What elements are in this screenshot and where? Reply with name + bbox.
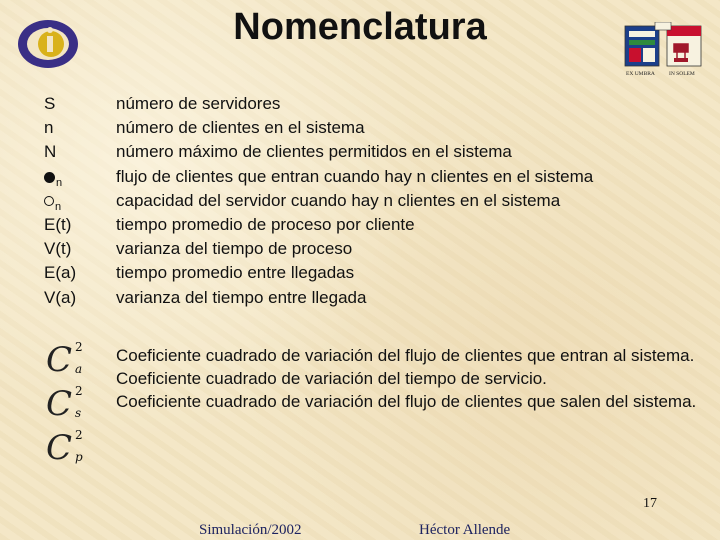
symbol-Et: E(t) <box>44 214 72 234</box>
definition-column <box>116 92 593 310</box>
symbol-S: S <box>44 94 56 113</box>
filled-dot-icon <box>44 172 55 183</box>
coefficient-descriptions <box>116 347 706 416</box>
symbol-lambda-n: n <box>44 165 76 189</box>
symbol-n: n <box>44 118 54 138</box>
definition-text: número de clientes en el sistema <box>116 118 365 138</box>
symbol-N: N <box>44 142 57 162</box>
page-number: 17 <box>643 496 657 511</box>
symbol-mu-n: n <box>44 189 76 213</box>
crest-motto-left: EX UMBRA <box>626 71 655 77</box>
coefficient-text: Coeficiente cuadrado de variación del flujo de clientes que entran al sistema. <box>116 346 695 365</box>
hollow-dot-icon <box>44 196 54 206</box>
coefficient-symbol-s: C 2 s <box>46 384 83 424</box>
definition-text: capacidad del servidor cuando hay n clientes en el sistema <box>116 190 561 210</box>
page-title: Nomenclatura <box>233 6 487 48</box>
definition-text: tiempo promedio entre llegadas <box>116 263 355 283</box>
symbol-Vt: V(t) <box>44 239 72 259</box>
footer-course: Simulación/2002 <box>199 522 302 538</box>
definition-text: varianza del tiempo entre llegada <box>116 287 367 307</box>
coefficient-text: Coeficiente cuadrado de variación del flujo de clientes que salen del sistema. <box>116 392 697 411</box>
definition-text: número máximo de clientes permitidos en el sistema <box>116 142 512 162</box>
definition-text: número de servidores <box>116 94 281 113</box>
definition-text: flujo de clientes que entran cuando hay n clientes en el sistema <box>116 166 594 186</box>
coefficient-symbol-p: C 2 p <box>46 428 83 468</box>
coefficient-symbol-a: C 2 a <box>46 340 83 380</box>
university-crest-icon <box>624 22 702 84</box>
icd-logo-icon <box>14 16 84 72</box>
crest-motto-right: IN SOLEM <box>669 71 695 77</box>
coefficient-symbols <box>46 340 83 472</box>
coefficient-text: Coeficiente cuadrado de variación del tiempo de servicio. <box>116 369 547 388</box>
symbol-Va: V(a) <box>44 287 77 307</box>
symbol-column <box>44 92 76 310</box>
symbol-Ea: E(a) <box>44 263 77 283</box>
definition-text: tiempo promedio de proceso por cliente <box>116 214 415 234</box>
definition-text: varianza del tiempo de proceso <box>116 239 353 259</box>
footer-author: Héctor Allende <box>419 522 511 538</box>
